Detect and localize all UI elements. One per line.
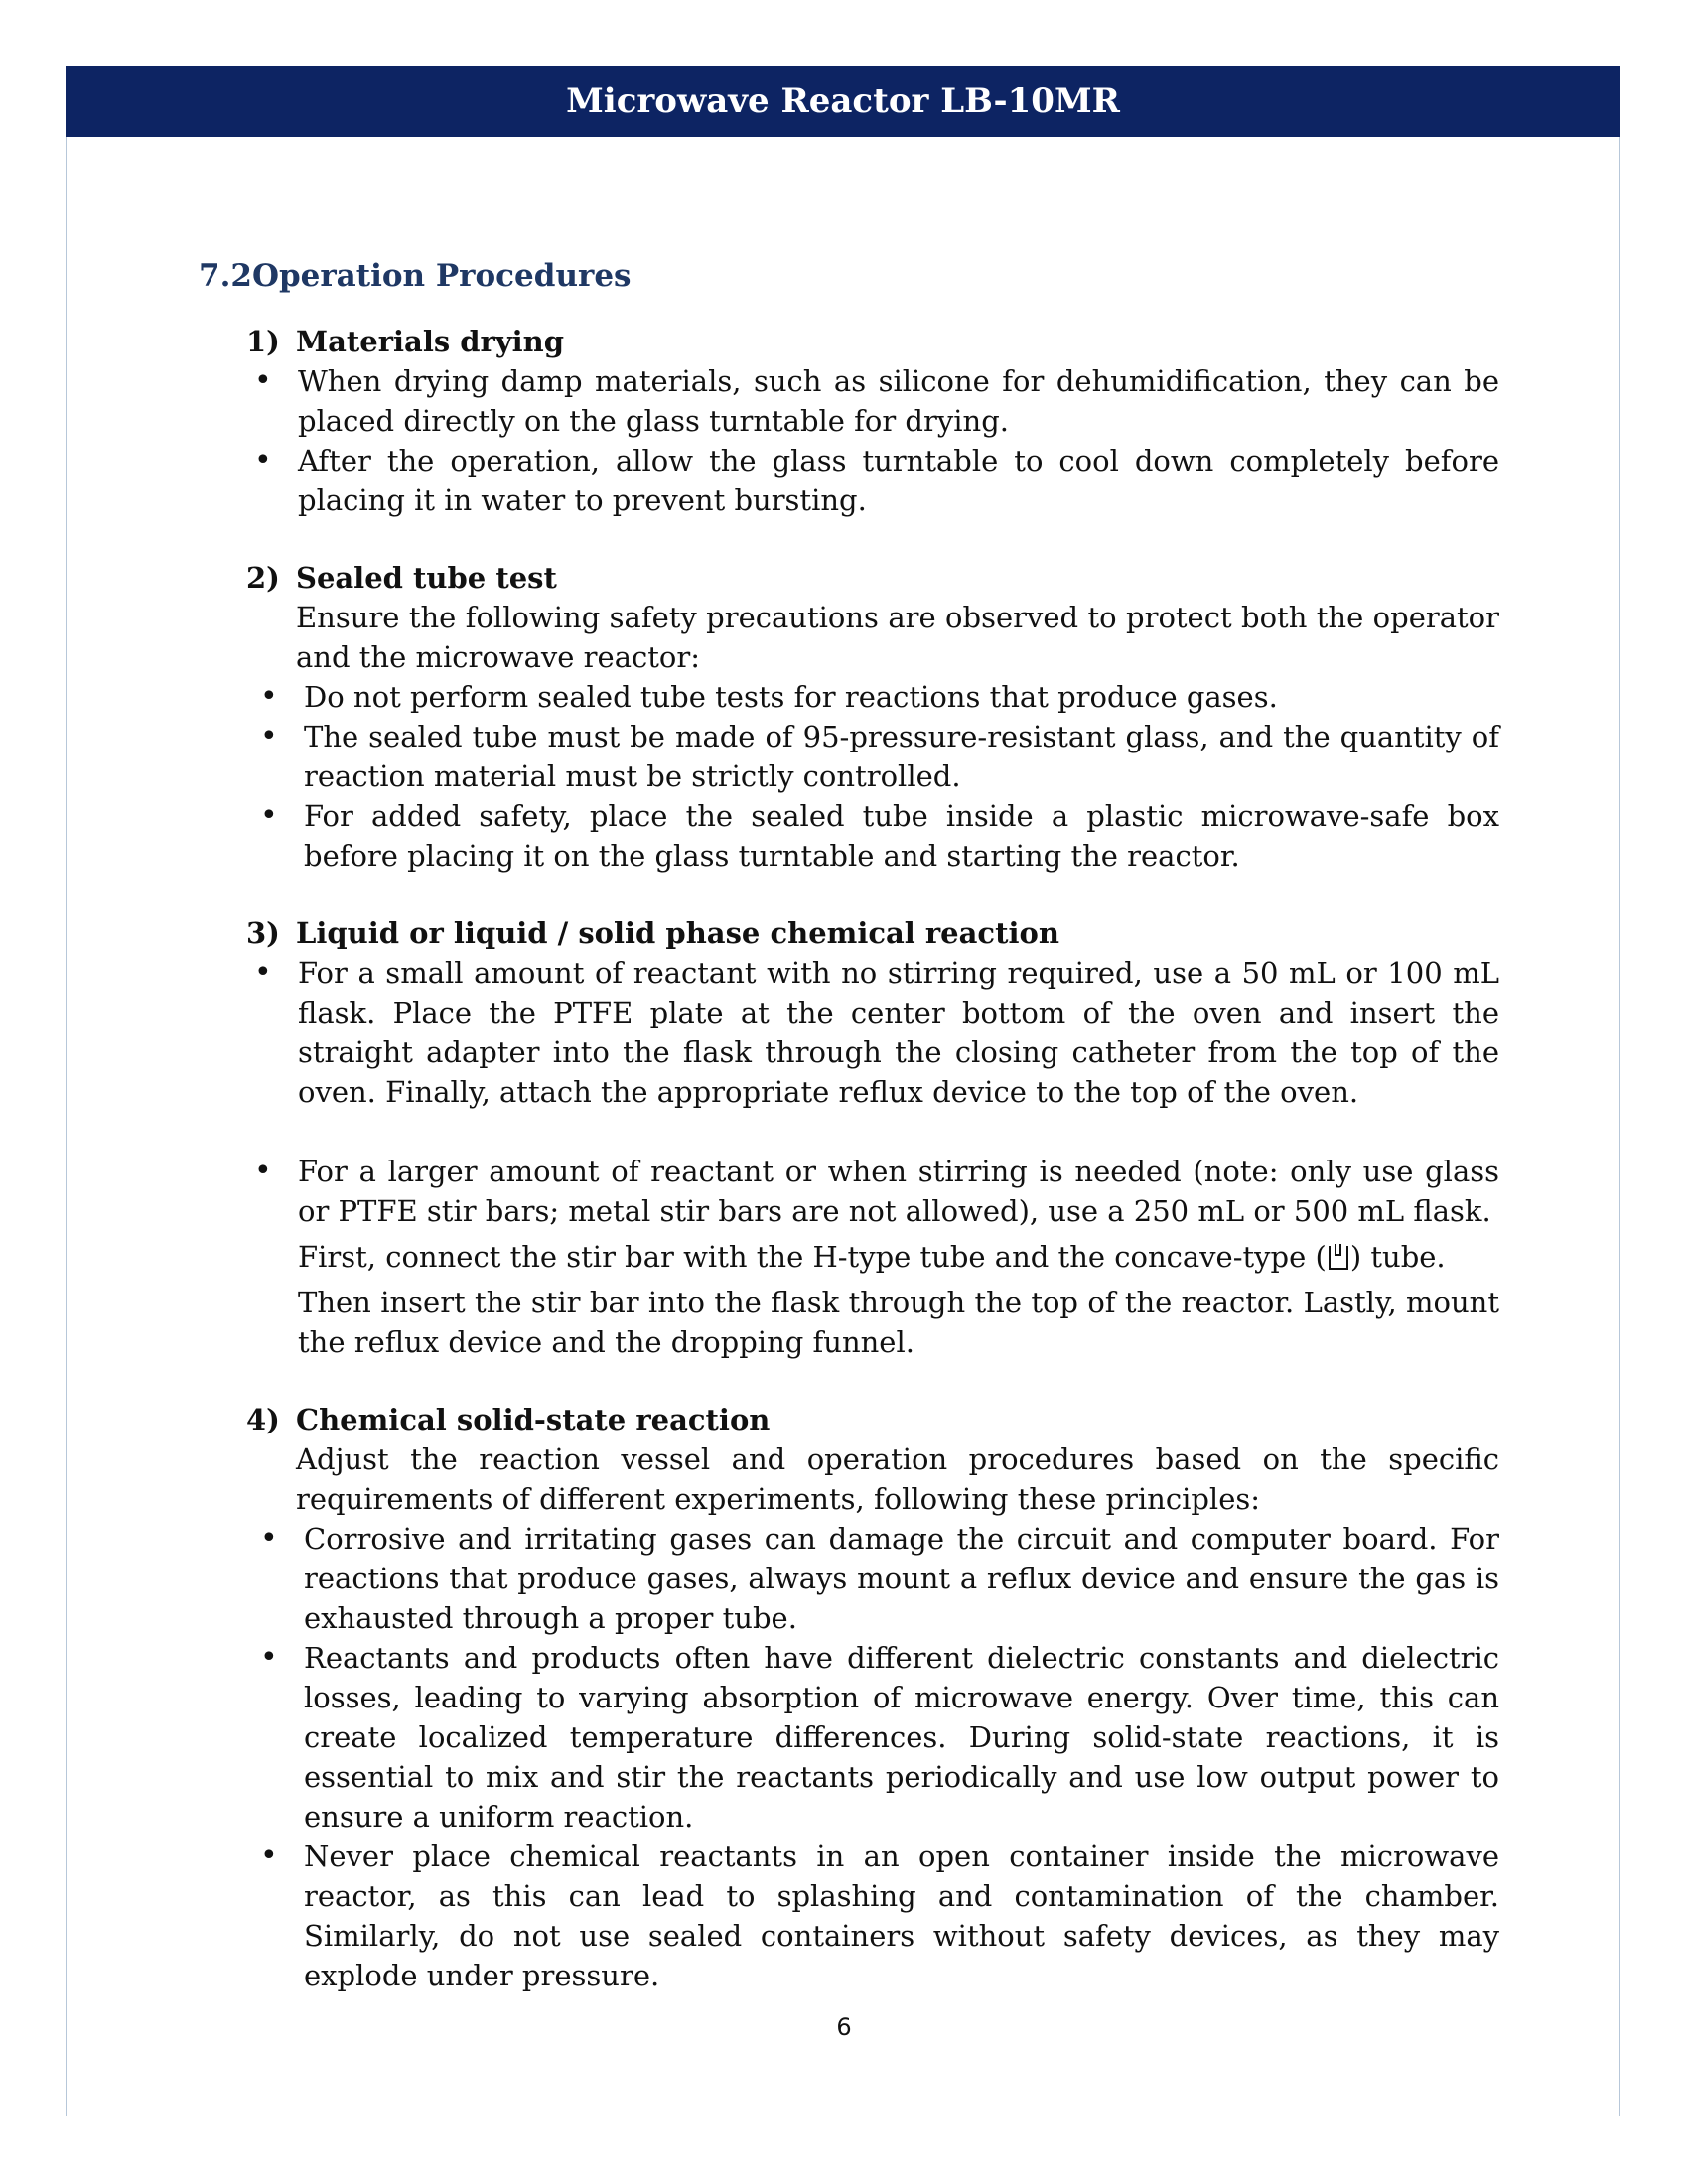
header-banner: [66, 66, 1620, 137]
list-item: • Never place chemical reactants in an open container inside the microwave reactor, as this can lead to splashing and contamination of the chamber. Similarly, do not use sealed containers without safety devices, as they may explode under pressure.: [304, 1837, 1499, 1995]
item-title: [246, 322, 1499, 361]
bullet-list: [246, 677, 1499, 876]
intro-paragraph: Ensure the following safety precautions are observed to protect both the operator and the microwave reactor:: [296, 601, 1499, 674]
bullet-text: Then insert the stir bar into the flask through the top of the reactor. Lastly, mount the reflux device and the dropping funnel.: [298, 1286, 1499, 1359]
concave-tube-icon: [1329, 1246, 1348, 1270]
bullet-list: [246, 1519, 1499, 1995]
list-item: • When drying damp materials, such as silicone for dehumidification, they can be placed directly on the glass turntable for drying.: [298, 361, 1499, 441]
item-title: [246, 558, 1499, 598]
item-title: [246, 913, 1499, 953]
list-item: • Do not perform sealed tube tests for reactions that produce gases.: [304, 677, 1499, 717]
section-heading: [199, 256, 1499, 296]
item-title-text: Liquid or liquid / solid phase chemical reaction: [296, 916, 1059, 950]
procedure-solid-state-reaction: [246, 1400, 1499, 1995]
procedure-sealed-tube-test: [246, 558, 1499, 876]
item-body: [246, 1439, 1499, 1519]
list-item: • For added safety, place the sealed tube inside a plastic microwave-safe box before placing it on the glass turntable and starting the reactor.: [304, 796, 1499, 876]
item-number: 4): [246, 1403, 280, 1436]
list-item: • After the operation, allow the glass turntable to cool down completely before placing it in water to prevent bursting.: [298, 441, 1499, 520]
procedure-liquid-phase-reaction: [246, 913, 1499, 1362]
document-title: Microwave Reactor LB-10MR: [566, 81, 1120, 121]
list-item: • Reactants and products often have different dielectric constants and dielectric losses, leading to varying absorption of microwave energy. Over time, this can create localized temperature differences. During solid-state reactions, it is essential to mix and stir the reactants periodically and use low output power to ensure a uniform reaction.: [304, 1638, 1499, 1837]
bullet-text: First, connect the stir bar with the H-type tube and the concave-type (: [298, 1240, 1327, 1274]
procedure-materials-drying: [246, 322, 1499, 520]
item-title-text: Chemical solid-state reaction: [296, 1403, 771, 1436]
item-title: [246, 1400, 1499, 1439]
item-number: 1): [246, 325, 280, 358]
bullet-text: ) tube.: [1349, 1240, 1446, 1274]
page-number: 6: [836, 2013, 852, 2041]
section-number: 7.2: [199, 258, 252, 294]
list-item: • The sealed tube must be made of 95-pressure-resistant glass, and the quantity of reaction material must be strictly controlled.: [304, 717, 1499, 796]
page-content: [199, 256, 1499, 2033]
list-item: • Corrosive and irritating gases can damage the circuit and computer board. For reactions that produce gases, always mount a reflux device and ensure the gas is exhausted through a proper tube.: [304, 1519, 1499, 1638]
section-title: Operation Procedures: [251, 258, 632, 294]
item-number: 3): [246, 916, 280, 950]
intro-paragraph: Adjust the reaction vessel and operation procedures based on the specific requirements of different experiments, following these principles:: [296, 1442, 1499, 1516]
list-item: [298, 1152, 1499, 1362]
bullet-text: For a larger amount of reactant or when stirring is needed (note: only use glass or PTFE stir bars; metal stir bars are not allowed), use a 250 mL or 500 mL flask.: [298, 1155, 1499, 1228]
item-title-text: Sealed tube test: [296, 561, 557, 595]
item-title-text: Materials drying: [296, 325, 565, 358]
item-number: 2): [246, 561, 280, 595]
bullet-list: [246, 953, 1499, 1362]
bullet-list: [246, 361, 1499, 520]
item-body: [246, 598, 1499, 677]
list-item: • For a small amount of reactant with no stirring required, use a 50 mL or 100 mL flask. Place the PTFE plate at the center bottom of the oven and insert the straight adapter into the flask through the closing catheter from the top of the oven. Finally, attach the appropriate reflux device to the top of the oven.: [298, 953, 1499, 1112]
